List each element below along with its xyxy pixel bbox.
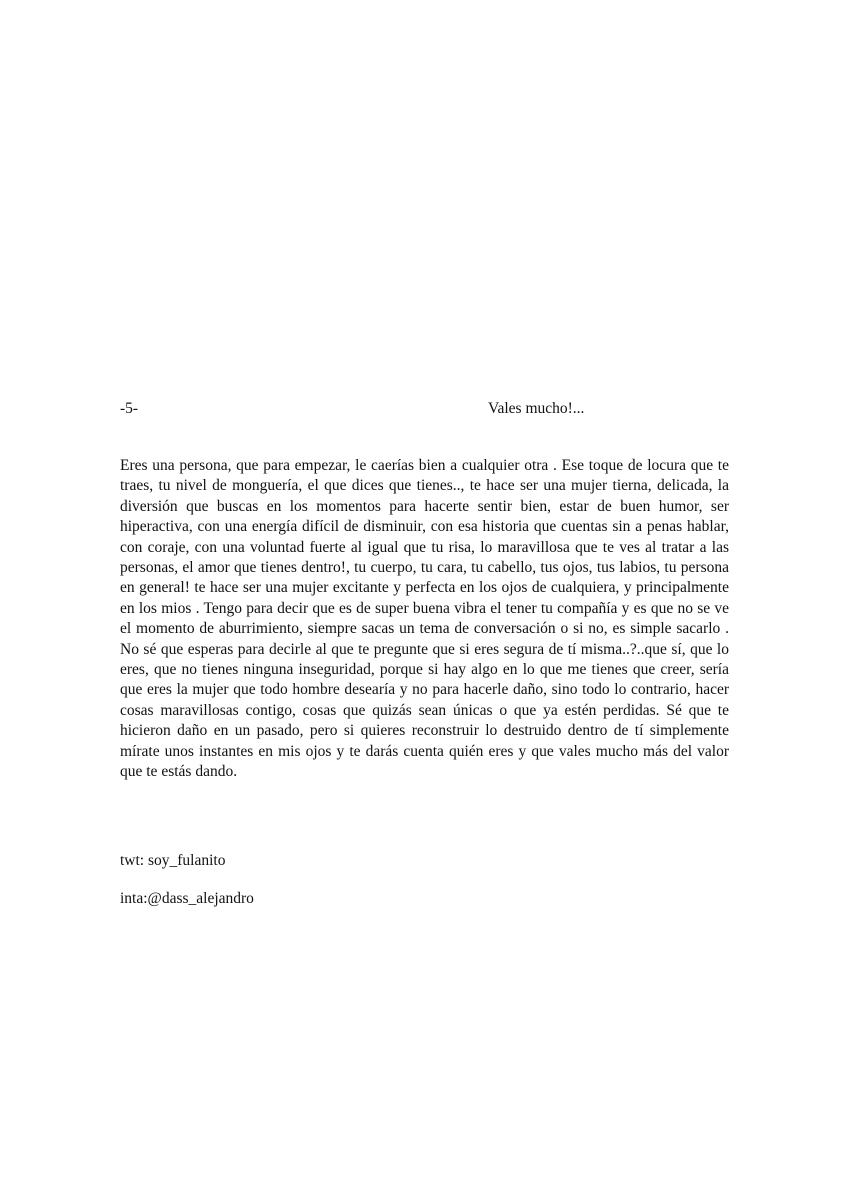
page-header <box>120 398 730 420</box>
twitter-handle: twt: soy_fulanito <box>120 852 226 869</box>
body-paragraph: Eres una persona, que para empezar, le caerías bien a cualquier otra . Ese toque de locura que te traes, tu nivel de monguería, el que dices que tienes.., te hace ser una mujer tierna, delicada, la diversión que buscas en los momentos para hacerte sentir bien, estar de buen humor, ser hiperactiva, con una energía difícil de disminuir, con esa historia que cuentas sin a penas hablar, con coraje, con una voluntad fuerte al igual que tu risa, lo maravillosa que te ves al tratar a las personas, el amor que tienes dentro!, tu cuerpo, tu cara, tu cabello, tus ojos, tus labios, tu persona en general! te hace ser una mujer excitante y perfecta en los ojos de cualquiera, y principalmente en los mios . Tengo para decir que es de super buena vibra el tener tu compañía y es que no se ve el momento de aburrimiento, siempre sacas un tema de conversación o si no, es simple sacarlo . No sé que esperas para decirle al que te pregunte que si eres segura de tí misma..?..que sí, que lo eres, que no tienes ninguna inseguridad, porque si hay algo en lo que me tienes que creer, sería que eres la mujer que todo hombre desearía y no para hacerle daño, sino todo lo contrario, hacer cosas maravillosas contigo, cosas que quizás sean únicas o que ya estén perdidas. Sé que te hicieron daño en un pasado, pero si quieres reconstruir lo destruido dentro de tí simplemente mírate unos instantes en mis ojos y te darás cuenta quién eres y que vales mucho más del valor que te estás dando. <box>120 457 729 781</box>
chapter-title: Vales mucho!... <box>488 400 585 417</box>
page-number: -5- <box>120 400 139 417</box>
instagram-handle: inta:@dass_alejandro <box>120 890 254 907</box>
